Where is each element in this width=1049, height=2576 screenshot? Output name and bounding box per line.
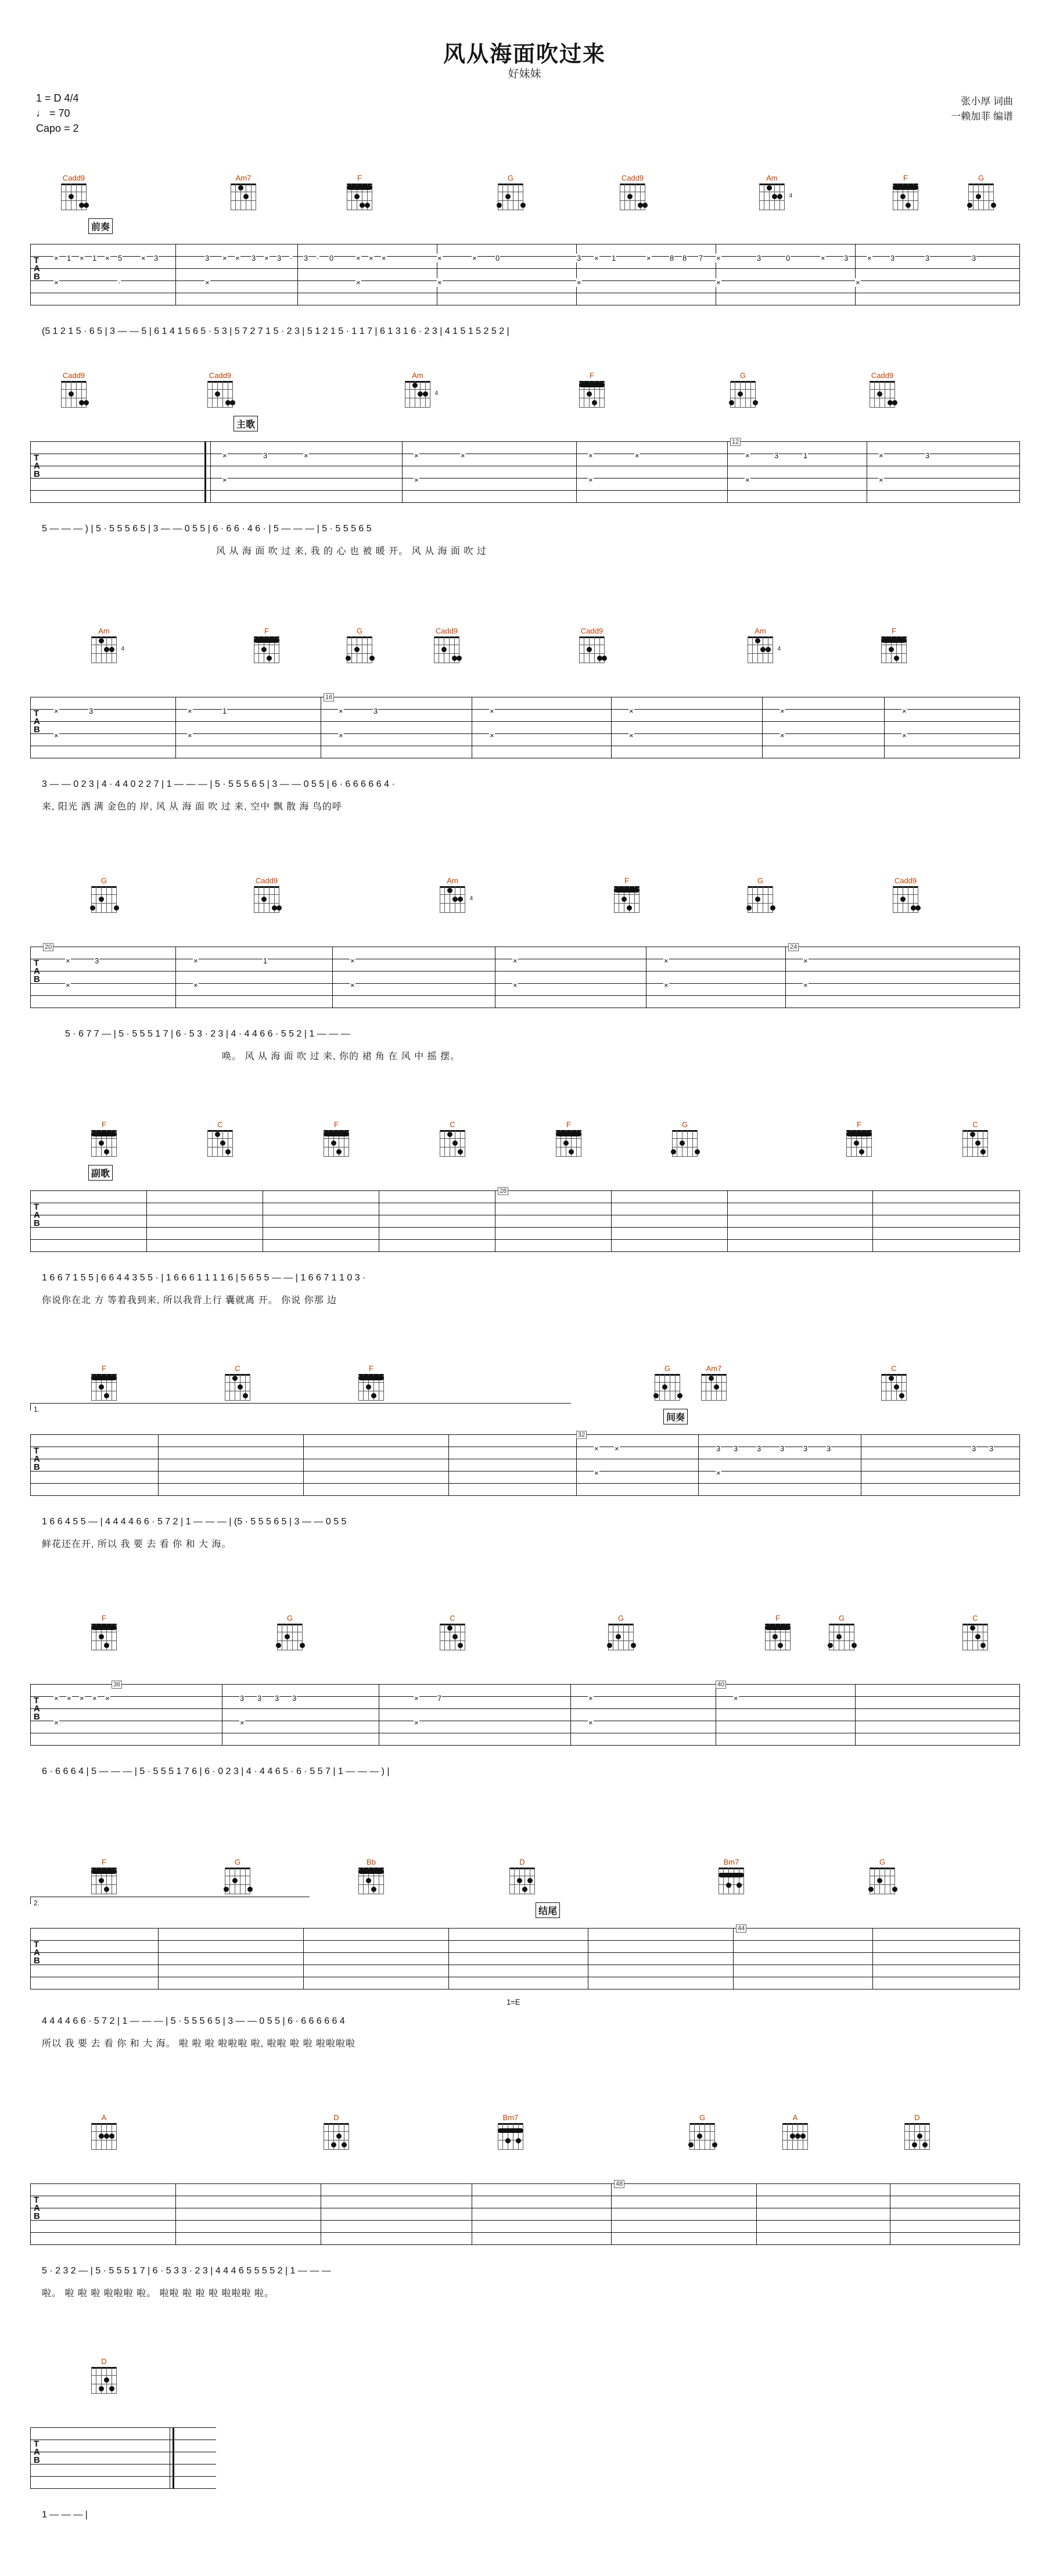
meta-left xyxy=(36,91,79,136)
staff-letter-t: T xyxy=(34,708,40,718)
system-7: F G C G F G C T A B 36 40 × × × × × 3 3 3 3 × 7 × × × × × × 6 · 6 6 6 4 | 5 — — — | 5 · 5 5 5 1 7 6 | 6 · 0 2 3 | 4 · 4 4 6 5 · 6 · 5 5 7 | 1 — — — ) | xyxy=(30,1614,1020,1812)
chord-name: C xyxy=(217,1120,223,1129)
tab-staff: T A B × 1 × 1 × 5 × 3 3 × × 3 × 3 · 3 · 0 × × × × × 0 3 × 1 × 8 8 7 × 3 0 × 3 × 3 3 3 × · × × × × × × xyxy=(30,244,1020,307)
staff-letter-a: A xyxy=(34,966,41,976)
chord-diagram xyxy=(867,372,898,408)
chord-name: Am7 xyxy=(235,174,252,182)
measure-number: 28 xyxy=(498,1187,508,1195)
chord-name: F xyxy=(102,1858,106,1866)
staff-letter-t: T xyxy=(34,1202,40,1212)
staff-letter-t: T xyxy=(34,2439,40,2449)
chord-diagram xyxy=(495,2114,526,2150)
chord-name: C xyxy=(891,1364,897,1373)
chord-name: C xyxy=(972,1120,978,1129)
chord-name: G xyxy=(699,2113,706,2122)
staff-letter-t: T xyxy=(34,1446,40,1456)
first-ending-label: 1. xyxy=(34,1405,40,1413)
chord-diagram xyxy=(88,1365,120,1401)
chord-name: Cadd9 xyxy=(871,371,894,380)
chord-diagram xyxy=(431,627,462,663)
chord-diagram xyxy=(890,877,921,913)
first-ending-bracket xyxy=(30,1403,571,1411)
chord-name: G xyxy=(838,1614,845,1622)
measure-number: 12 xyxy=(730,438,741,446)
chord-diagram xyxy=(88,2114,120,2150)
chord-diagram xyxy=(437,1614,468,1650)
measure-number: 24 xyxy=(788,943,799,951)
chord-name: Bm7 xyxy=(723,1858,739,1866)
staff-letter-b: B xyxy=(34,469,41,479)
chord-diagram xyxy=(965,174,997,210)
section-marker-verse: 主歌 xyxy=(233,416,258,431)
measure-number: 16 xyxy=(324,693,334,701)
chord-diagram xyxy=(437,1121,468,1157)
chord-name: F xyxy=(857,1120,861,1129)
credit-arranger: 一赖加菲 编谱 xyxy=(951,111,1013,122)
chord-name: Am xyxy=(755,627,766,635)
staff-letter-a: A xyxy=(34,1210,41,1220)
meta-right xyxy=(951,94,1013,124)
staff-letter-t: T xyxy=(34,256,40,265)
chord-name: A xyxy=(101,2113,107,2122)
chord-diagram xyxy=(611,877,642,913)
measure-number: 40 xyxy=(716,1681,726,1689)
chord-diagram xyxy=(826,1614,857,1650)
chord-name: Cadd9 xyxy=(894,876,917,885)
chord-name: F xyxy=(357,174,362,182)
chord-diagram xyxy=(204,1121,236,1157)
chord-diagram: Am 4 xyxy=(756,174,788,210)
chord-name: F xyxy=(264,627,269,635)
page-title: 风从海面吹过来 xyxy=(443,42,606,67)
chord-name: Am xyxy=(447,876,458,885)
chord-diagram xyxy=(687,2114,718,2150)
staff-letter-t: T xyxy=(34,1940,40,1949)
staff-letter-t: T xyxy=(34,1696,40,1706)
chord-diagram xyxy=(274,1614,306,1650)
tab-staff: T A B 12 × 3 × × × × × × 3 1 × 3 × × × × × xyxy=(30,441,1020,504)
chord-diagram: Am 4 xyxy=(437,877,468,913)
tab-staff: T A B 36 40 × × × × × 3 3 3 3 × 7 × × × × × × xyxy=(30,1684,1020,1747)
chord-name: F xyxy=(775,1614,780,1622)
chord-diagram xyxy=(727,372,759,408)
chord-name: Cadd9 xyxy=(209,371,232,380)
chord-name: C xyxy=(450,1120,455,1129)
measure-number: 36 xyxy=(112,1681,122,1689)
chord-diagram xyxy=(779,2114,811,2150)
staff-letter-b: B xyxy=(34,2455,41,2465)
capo: Capo = 2 xyxy=(36,123,79,134)
chord-name: G xyxy=(617,1614,624,1622)
chord-diagram: Am 4 xyxy=(745,627,776,663)
chord-diagram xyxy=(344,174,375,210)
chord-name: G xyxy=(507,174,514,182)
chord-name: G xyxy=(356,627,363,635)
chord-name: G xyxy=(100,876,107,885)
system-9: A D Bm7 G A D T A B 48 5 · 2 3 2 — | 5 · 5 5 5 1 7 | 6 · 5 3 3 · 2 3 | 4 4 4 6 5 5 5 5 2 | 1 — — — 啦。 啦 啦 啦 啦啦啦 啦。 啦啦 啦 啦 啦 啦啦啦 啦。 xyxy=(30,2114,1020,2311)
chord-diagram xyxy=(88,1614,120,1650)
system-3: Am 4 F G Cadd9 Cadd9 Am 4 F T A B 16 × 3 × 1 × 3 × × × × × × × × × × × 3 — — 0 2 3 | 4 · 4 4 0 2 2 7 | 1 — — — | 5 · 5 5 5 6 5 | 3 — — 0 5 5 | 6 · 6 6 6 6 6 4 · 来, 阳光 洒 满 金色的 岸, 风 从 海 面 吹 过 来, 空中 飘 散 海 鸟的呼 xyxy=(30,627,1020,819)
system-4: G Cadd9 Am 4 F G Cadd9 T A B 20 24 × 3 × 1 × × × × × × × × × × 5 · 6 7 7 — | 5 · 5 5 5 1 7 | 6 · 5 3 · 2 3 | 4 · 4 4 6 6 · 5 5 2 | 1 — — — 唤。 风 从 海 面 吹 过 来, 你的 裙 角 在 风 中 摇 摆。 xyxy=(30,877,1020,1068)
tempo: ♩ = 70 xyxy=(36,107,70,119)
chord-diagram xyxy=(617,174,648,210)
chord-name: G xyxy=(879,1858,886,1866)
chord-diagram xyxy=(495,174,526,210)
second-ending-label: 2. xyxy=(34,1899,40,1907)
chord-name: C xyxy=(235,1364,240,1373)
chord-diagram xyxy=(204,372,236,408)
chord-diagram xyxy=(251,627,282,663)
chord-diagram xyxy=(344,627,375,663)
system-8: F G Bb D Bm7 G 2. 结尾 T A B 44 1=E 4 4 4 4 6 6 · 5 7 2 | 1 — — — | 5 · 5 5 5 6 5 | 3 — — 0 5 5 | 6 · 6 6 6 6 6 4 所以 我 要 去 看 你 和 大 海。 啦 啦 啦 啦啦啦 啦, 啦啦 啦 啦 啦啦啦啦 xyxy=(30,1858,1020,2056)
chord-name: F xyxy=(892,627,896,635)
chord-diagram xyxy=(605,1614,637,1650)
chord-diagram xyxy=(960,1614,991,1650)
staff-letter-t: T xyxy=(34,958,40,968)
staff-letter-b: B xyxy=(34,2211,41,2221)
chord-diagram xyxy=(88,2358,120,2394)
chord-diagram xyxy=(669,1121,700,1157)
staff-letter-b: B xyxy=(34,1956,41,1966)
chord-name: F xyxy=(102,1614,106,1622)
staff-letter-a: A xyxy=(34,1948,41,1958)
chord-name: F xyxy=(102,1120,106,1129)
section-marker-chorus: 副歌 xyxy=(88,1165,113,1181)
tab-staff xyxy=(30,2427,216,2490)
credit-lyrics: 张小厚 词曲 xyxy=(961,96,1013,107)
chord-diagram xyxy=(506,1858,538,1894)
tab-staff xyxy=(30,1190,1020,1253)
chord-diagram xyxy=(745,877,776,913)
chord-diagram xyxy=(762,1614,793,1650)
chord-name: D xyxy=(519,1858,525,1866)
chord-diagram xyxy=(58,174,89,210)
staff-letter-a: A xyxy=(34,717,41,726)
chord-diagram: Am 4 xyxy=(88,627,120,663)
chord-name: F xyxy=(102,1364,106,1373)
section-marker-intro: 前奏 xyxy=(88,218,113,234)
staff-letter-b: B xyxy=(34,974,41,984)
staff-letter-t: T xyxy=(34,453,40,463)
chord-diagram xyxy=(321,1121,352,1157)
staff-letter-b: B xyxy=(34,725,41,735)
staff-letter-a: A xyxy=(34,2447,41,2457)
chord-name: Am xyxy=(98,627,110,635)
system-6: F C F G Am7 C 1. 间奏 T A B 32 3 3 3 3 3 3 3 3 × × × × 1 6 6 4 5 5 — | 4 4 4 4 6 6 · 5 7 2 | 1 — — — | (5 · 5 5 5 6 5 | 3 — — 0 5 5 鲜花还在开, 所以 我 要 去 看 你 和 大 海。 xyxy=(30,1365,1020,1562)
section-marker-coda: 结尾 xyxy=(536,1902,560,1918)
chord-name: F xyxy=(566,1120,571,1129)
chord-name: G xyxy=(286,1614,293,1622)
chord-name: D xyxy=(333,2113,339,2122)
chord-name: Cadd9 xyxy=(621,174,644,182)
staff-letter-b: B xyxy=(34,1218,41,1228)
key-signature: 1 = D 4/4 xyxy=(36,92,79,104)
chord-diagram xyxy=(355,1365,387,1401)
chord-diagram xyxy=(890,174,921,210)
chord-name: D xyxy=(914,2113,920,2122)
chord-diagram xyxy=(867,1858,898,1894)
system-1: Cadd9 Am7 F G Cadd9 Am 4 F G 前奏 T A B × 1 × 1 × 5 × 3 3 × × 3 × 3 · 3 · 0 × × × × × 0 3 × 1 × 8 8 7 × 3 0 × 3 × 3 3 3 × · × × × × × × (5 1 2 1 5 · 6 5 | 3 — — 5 | 6 1 4 1 5 6 5 · 5 3 | 5 7 2 7 1 5 · 2 3 | 5 1 2 1 5 · 1 1 7 | 6 1 3 1 6 · 2 3 | 4 1 5 1 5 2 5 2 | xyxy=(30,174,1020,366)
staff-letter-b: B xyxy=(34,1712,41,1722)
chord-diagram xyxy=(355,1858,387,1894)
chord-diagram xyxy=(698,1365,730,1401)
chord-name: Cadd9 xyxy=(255,876,278,885)
chord-name: F xyxy=(369,1364,373,1373)
chord-name: Cadd9 xyxy=(62,371,85,380)
chord-name: Cadd9 xyxy=(580,627,603,635)
chord-name: G xyxy=(681,1120,688,1129)
chord-diagram: Am 4 xyxy=(402,372,433,408)
chord-name: Am xyxy=(766,174,778,182)
staff-letter-a: A xyxy=(34,264,41,274)
chord-diagram xyxy=(576,372,608,408)
chord-diagram xyxy=(58,372,89,408)
chord-diagram xyxy=(88,1858,120,1894)
chord-name: C xyxy=(972,1614,978,1622)
chord-diagram xyxy=(878,627,910,663)
chord-name: Cadd9 xyxy=(435,627,458,635)
staff-letter-a: A xyxy=(34,1454,41,1464)
chord-name: G xyxy=(978,174,985,182)
staff-letter-a: A xyxy=(34,2203,41,2213)
chord-name: G xyxy=(234,1858,241,1866)
section-marker-interlude: 间奏 xyxy=(663,1409,688,1424)
measure-number: 44 xyxy=(736,1924,746,1933)
tab-staff xyxy=(30,1925,1020,1991)
chord-diagram xyxy=(251,877,282,913)
chord-name: F xyxy=(334,1120,339,1129)
chord-name: F xyxy=(624,876,629,885)
chord-diagram xyxy=(960,1121,991,1157)
staff-letter-t: T xyxy=(34,2195,40,2205)
chord-name: A xyxy=(792,2113,798,2122)
chord-diagram xyxy=(88,1121,120,1157)
artist-name: 好妹妹 xyxy=(508,68,541,80)
tab-staff: T A B 32 3 3 3 3 3 3 3 3 × × × × xyxy=(30,1434,1020,1497)
staff-letter-b: B xyxy=(34,1462,41,1472)
tab-staff xyxy=(30,2183,1020,2246)
chord-diagram xyxy=(321,2114,352,2150)
chord-name: Cadd9 xyxy=(62,174,85,182)
chord-name: Bb xyxy=(367,1858,376,1866)
chord-name: G xyxy=(757,876,764,885)
system-5: F C F C F G F C 副歌 T A B 28 1 6 6 7 1 5 5 | 6 6 4 4 3 5 5 · | 1 6 6 6 1 1 1 1 6 | 5 6 5 5 — — | 1 6 6 7 1 1 0 3 · 你说你在北 方 等着我到来, 所以我背上行 囊就离 开。 你说 你那 边 xyxy=(30,1121,1020,1318)
chord-name: F xyxy=(590,371,594,380)
system-10: D T A B 1 — — — | xyxy=(30,2358,239,2549)
chord-diagram xyxy=(576,627,608,663)
chord-name: D xyxy=(101,2357,107,2366)
chord-diagram xyxy=(228,174,259,210)
measure-number: 48 xyxy=(614,2180,624,2188)
system-2: Cadd9 Cadd9 Am 4 F G Cadd9 主歌 T A B 12 × 3 × × × × × × 3 1 × 3 × × × × × 5 — — — ) | 5 · 5 5 5 6 5 | 3 — — 0 5 5 | 6 · 6 6 · 4 6 · | 5 — — — | 5 · 5 5 5 6 5 风 从 海 面 吹 过 来, 我 的 心 也 被 暖 开。 风 从 海 面 吹 过 xyxy=(30,372,1020,563)
chord-diagram xyxy=(652,1365,683,1401)
chord-diagram xyxy=(878,1365,910,1401)
chord-name: Am7 xyxy=(706,1364,722,1373)
chord-name: G xyxy=(739,371,746,380)
chord-diagram xyxy=(222,1858,253,1894)
staff-letter-a: A xyxy=(34,1704,41,1714)
tab-staff: T A B 16 × 3 × 1 × 3 × × × × × × × × × × × xyxy=(30,697,1020,760)
chord-diagram xyxy=(716,1858,747,1894)
chord-name: G xyxy=(664,1364,671,1373)
chord-name: Bm7 xyxy=(502,2113,519,2122)
chord-diagram xyxy=(222,1365,253,1401)
second-ending-bracket xyxy=(30,1897,310,1904)
measure-number: 20 xyxy=(43,943,53,951)
chord-diagram xyxy=(553,1121,584,1157)
chord-diagram xyxy=(901,2114,933,2150)
measure-number: 32 xyxy=(576,1431,587,1439)
staff-letter-a: A xyxy=(34,461,41,471)
chord-diagram xyxy=(88,877,120,913)
key-change-label: 1=E xyxy=(506,1998,520,2006)
chord-name: Am xyxy=(412,371,423,380)
chord-name: F xyxy=(903,174,908,182)
chord-diagram xyxy=(843,1121,875,1157)
chord-name: C xyxy=(450,1614,455,1622)
staff-letter-b: B xyxy=(34,272,41,282)
tab-staff: T A B 20 24 × 3 × 1 × × × × × × × × × × xyxy=(30,947,1020,1009)
